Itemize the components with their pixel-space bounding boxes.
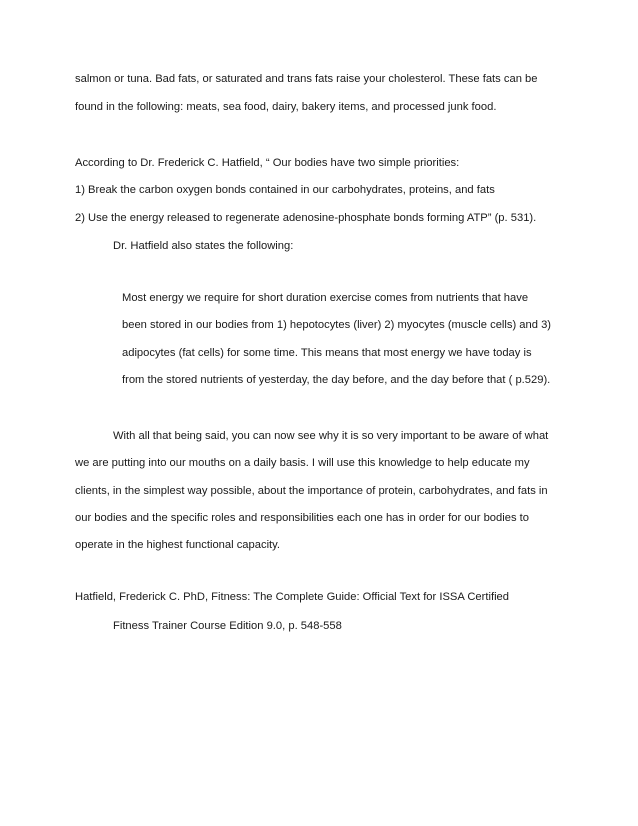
block-quote-line: adipocytes (fat cells) for some time. This means that most energy we have today is	[122, 347, 532, 359]
body-text-line: our bodies and the specific roles and responsibilities each one has in order for our bodies to	[75, 512, 529, 524]
list-item: 2) Use the energy released to regenerate adenosine-phosphate bonds forming ATP” (p. 531).	[75, 212, 537, 224]
body-text-line: operate in the highest functional capacity.	[75, 539, 281, 551]
body-text-line: clients, in the simplest way possible, about the importance of protein, carbohydrates, and fats in	[75, 485, 548, 497]
body-text-line: Dr. Hatfield also states the following:	[113, 240, 294, 252]
body-text-line: According to Dr. Frederick C. Hatfield, “ Our bodies have two simple priorities:	[75, 157, 460, 169]
body-text-line: we are putting into our mouths on a daily basis. I will use this knowledge to help educate my	[75, 457, 530, 469]
block-quote-line: been stored in our bodies from 1) hepotocytes (liver) 2) myocytes (muscle cells) and 3)	[122, 319, 552, 331]
reference-line: Fitness Trainer Course Edition 9.0, p. 548-558	[113, 620, 342, 632]
body-text-line: With all that being said, you can now see why it is so very important to be aware of what	[113, 430, 549, 442]
list-item: 1) Break the carbon oxygen bonds contained in our carbohydrates, proteins, and fats	[75, 184, 495, 196]
reference-line: Hatfield, Frederick C. PhD, Fitness: The Complete Guide: Official Text for ISSA Certified	[75, 591, 509, 603]
body-text-line: salmon or tuna. Bad fats, or saturated and trans fats raise your cholesterol. These fats can be	[75, 73, 538, 85]
body-text-line: found in the following: meats, sea food, dairy, bakery items, and processed junk food.	[75, 101, 497, 113]
block-quote-line: from the stored nutrients of yesterday, the day before, and the day before that ( p.529).	[122, 374, 551, 386]
block-quote-line: Most energy we require for short duration exercise comes from nutrients that have	[122, 292, 529, 304]
